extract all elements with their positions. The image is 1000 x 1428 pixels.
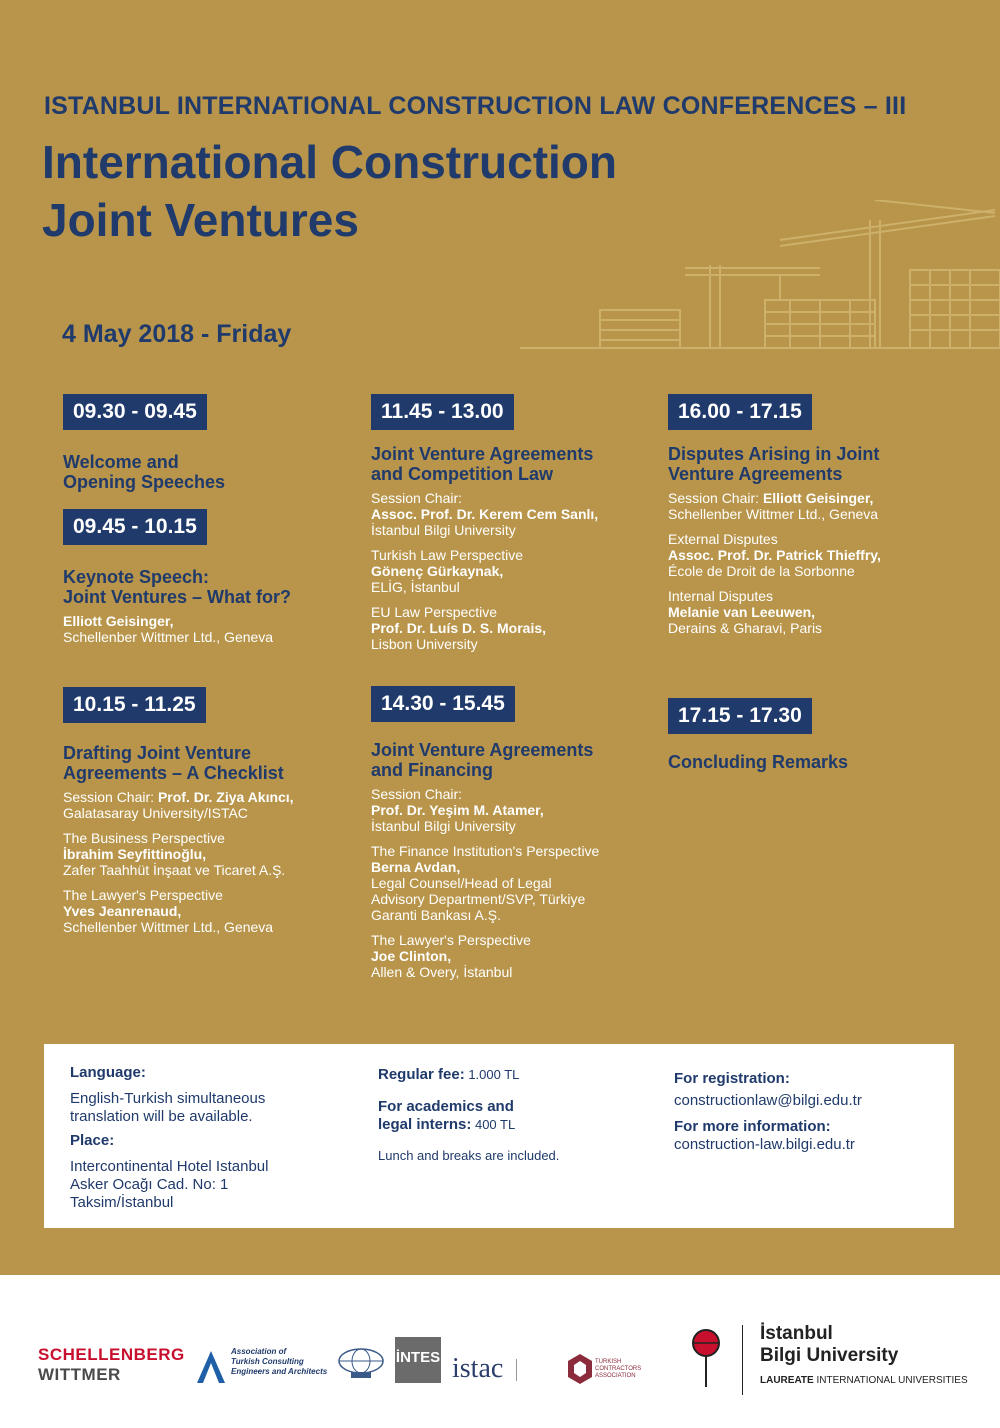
more-info-label: For more information: bbox=[674, 1118, 831, 1135]
session-time: 11.45 - 13.00 bbox=[371, 394, 514, 430]
speaker-affiliation: Lisbon University bbox=[371, 636, 478, 652]
logo-text: INTERNATIONAL UNIVERSITIES bbox=[813, 1375, 968, 1386]
speaker-name: Berna Avdan, bbox=[371, 859, 461, 875]
session-financing bbox=[371, 686, 599, 980]
speaker-affiliation: Zafer Taahhüt İnşaat ve Ticaret A.Ş. bbox=[63, 862, 286, 878]
session-chair bbox=[668, 490, 881, 522]
session-title bbox=[371, 444, 598, 484]
chair-affiliation: İstanbul Bilgi University bbox=[371, 522, 516, 538]
place-text: Taksim/İstanbul bbox=[70, 1194, 174, 1211]
info-contact bbox=[674, 1070, 944, 1154]
sponsor-logos bbox=[0, 1275, 1000, 1428]
logo-text: İNTES bbox=[395, 1349, 441, 1366]
chair-affiliation: Schellenber Wittmer Ltd., Geneva bbox=[668, 506, 879, 522]
perspective-label: EU Law Perspective bbox=[371, 604, 498, 620]
session-title bbox=[371, 740, 599, 780]
session-time: 16.00 - 17.15 bbox=[668, 394, 812, 430]
logo-text: ASSOCIATION bbox=[595, 1373, 636, 1379]
speaker bbox=[63, 613, 291, 645]
session-competition-law bbox=[371, 394, 598, 652]
chair-name: Elliott Geisinger, bbox=[762, 490, 874, 506]
place-label: Place: bbox=[70, 1132, 115, 1149]
logo-text: TURKISH bbox=[595, 1359, 622, 1365]
perspective-label: Turkish Law Perspective bbox=[371, 547, 523, 563]
logo-text: Bilgi University bbox=[760, 1345, 899, 1366]
session-disputes bbox=[668, 394, 881, 636]
session-title bbox=[63, 567, 291, 607]
chair-name: Prof. Dr. Yeşim M. Atamer, bbox=[371, 802, 544, 818]
chair-label: Session Chair: bbox=[63, 789, 158, 805]
speaker bbox=[371, 604, 598, 652]
session-time: 09.45 - 10.15 bbox=[63, 509, 207, 545]
session-time: 14.30 - 15.45 bbox=[371, 686, 515, 722]
speaker bbox=[371, 547, 598, 595]
logo-text: SCHELLENBERG bbox=[38, 1345, 185, 1364]
session-title bbox=[668, 752, 848, 772]
speaker-name: Prof. Dr. Luís D. S. Morais, bbox=[371, 620, 547, 636]
bilgi-university-logo bbox=[688, 1327, 724, 1394]
istac-divider bbox=[516, 1359, 564, 1381]
session-title-line: Joint Venture Agreements bbox=[371, 740, 594, 760]
tca-text bbox=[595, 1359, 641, 1380]
logo-text: Association of bbox=[231, 1347, 287, 1356]
speaker-affiliation: Legal Counsel/Head of Legal bbox=[371, 875, 552, 891]
speaker-name: Assoc. Prof. Dr. Patrick Thieffry, bbox=[668, 547, 881, 563]
tca-emblem-icon bbox=[567, 1353, 593, 1385]
atcea-text bbox=[231, 1347, 327, 1377]
session-title-line: Concluding Remarks bbox=[668, 752, 849, 772]
speaker bbox=[63, 887, 294, 935]
session-title-line: Drafting Joint Venture bbox=[63, 743, 252, 763]
logo-text: Turkish Consulting bbox=[231, 1357, 304, 1366]
session-drafting bbox=[63, 687, 294, 935]
language-text: English-Turkish simultaneous bbox=[70, 1090, 266, 1107]
speaker-affiliation: Schellenber Wittmer Ltd., Geneva bbox=[63, 919, 274, 935]
session-title-line: Joint Ventures – What for? bbox=[63, 587, 292, 607]
speaker-name: İbrahim Seyfittinoğlu, bbox=[63, 846, 207, 862]
perspective-label: The Lawyer's Perspective bbox=[371, 932, 531, 948]
session-title-line: Opening Speeches bbox=[63, 472, 226, 492]
chair-name: Assoc. Prof. Dr. Kerem Cem Sanlı, bbox=[371, 506, 599, 522]
place-text: Asker Ocağı Cad. No: 1 bbox=[70, 1176, 229, 1193]
title-line-1: International Construction bbox=[42, 136, 617, 188]
speaker-name: Yves Jeanrenaud, bbox=[63, 903, 182, 919]
session-title-line: Keynote Speech: bbox=[63, 567, 210, 587]
speaker-name: Joe Clinton, bbox=[371, 948, 452, 964]
event-date: 4 May 2018 - Friday bbox=[62, 320, 292, 348]
session-title bbox=[668, 444, 881, 484]
globe-association-logo bbox=[336, 1345, 386, 1386]
info-fees bbox=[378, 1066, 658, 1163]
session-welcome bbox=[63, 394, 225, 492]
bilgi-divider bbox=[742, 1325, 743, 1395]
speaker-affiliation: Advisory Department/SVP, Türkiye bbox=[371, 891, 586, 907]
session-chair bbox=[371, 786, 599, 834]
perspective-label: The Business Perspective bbox=[63, 830, 225, 846]
title-line-2: Joint Ventures bbox=[42, 194, 359, 246]
more-info-link[interactable]: construction-law.bilgi.edu.tr bbox=[674, 1136, 855, 1153]
speaker bbox=[371, 843, 599, 923]
academic-fee-label: legal interns: bbox=[378, 1116, 472, 1133]
bilgi-emblem-icon bbox=[688, 1327, 724, 1389]
speaker bbox=[668, 588, 881, 636]
perspective-label: Internal Disputes bbox=[668, 588, 774, 604]
session-title-line: Venture Agreements bbox=[668, 464, 843, 484]
chair-label: Session Chair: bbox=[371, 786, 463, 802]
speaker-name: Gönenç Gürkaynak, bbox=[371, 563, 504, 579]
speaker-affiliation: ELİG, İstanbul bbox=[371, 579, 460, 595]
logo-text: istac bbox=[452, 1353, 504, 1384]
session-keynote bbox=[63, 509, 291, 645]
bilgi-university-name bbox=[760, 1323, 968, 1386]
intes-logo bbox=[395, 1337, 441, 1383]
logo-text: İstanbul bbox=[760, 1323, 833, 1344]
session-title-line: Joint Venture Agreements bbox=[371, 444, 594, 464]
language-label: Language: bbox=[70, 1064, 146, 1081]
session-title-line: Disputes Arising in Joint bbox=[668, 444, 880, 464]
logo-text: LAUREATE bbox=[760, 1375, 814, 1386]
atcea-emblem-icon bbox=[195, 1349, 227, 1385]
session-title-line: and Financing bbox=[371, 760, 494, 780]
session-title-line: and Competition Law bbox=[371, 464, 553, 484]
place-text: Intercontinental Hotel Istanbul bbox=[70, 1158, 269, 1175]
logo-text: WITTMER bbox=[38, 1365, 121, 1384]
session-time: 09.30 - 09.45 bbox=[63, 394, 207, 430]
academic-fee-value: 400 TL bbox=[471, 1117, 516, 1132]
conference-series-title: ISTANBUL INTERNATIONAL CONSTRUCTION LAW CONFERENCES – III bbox=[44, 92, 907, 120]
session-title bbox=[63, 452, 225, 492]
istac-logo bbox=[452, 1353, 503, 1385]
session-time: 10.15 - 11.25 bbox=[63, 687, 206, 723]
session-concluding bbox=[668, 698, 848, 772]
academic-fee-label: For academics and bbox=[378, 1098, 514, 1115]
perspective-label: External Disputes bbox=[668, 531, 778, 547]
info-language-place bbox=[70, 1064, 360, 1212]
registration-email-link[interactable]: constructionlaw@bilgi.edu.tr bbox=[674, 1092, 862, 1109]
session-chair bbox=[63, 789, 294, 821]
logo-text: CONTRACTORS bbox=[595, 1366, 642, 1372]
session-title bbox=[63, 743, 294, 783]
schellenberg-wittmer-logo bbox=[38, 1345, 185, 1385]
chair-affiliation: Galatasaray University/ISTAC bbox=[63, 805, 248, 821]
speaker-name: Melanie van Leeuwen, bbox=[668, 604, 816, 620]
regular-fee-label: Regular fee: bbox=[378, 1066, 465, 1083]
session-title-line: Welcome and bbox=[63, 452, 179, 472]
info-box bbox=[44, 1044, 954, 1228]
logo-text: Engineers and Architects bbox=[231, 1367, 328, 1376]
speaker-affiliation: Schellenber Wittmer Ltd., Geneva bbox=[63, 629, 274, 645]
chair-affiliation: İstanbul Bilgi University bbox=[371, 818, 516, 834]
regular-fee-value: 1.000 TL bbox=[464, 1067, 520, 1082]
page-title bbox=[42, 133, 617, 249]
speaker bbox=[668, 531, 881, 579]
session-time: 17.15 - 17.30 bbox=[668, 698, 812, 734]
speaker-affiliation: Derains & Gharavi, Paris bbox=[668, 620, 823, 636]
session-chair bbox=[371, 490, 598, 538]
globe-icon bbox=[336, 1345, 386, 1381]
speaker-name: Elliott Geisinger, bbox=[63, 613, 174, 629]
session-title-line: Agreements – A Checklist bbox=[63, 763, 284, 783]
perspective-label: The Lawyer's Perspective bbox=[63, 887, 223, 903]
speaker-affiliation: École de Droit de la Sorbonne bbox=[668, 563, 855, 579]
language-text: translation will be available. bbox=[70, 1108, 253, 1125]
perspective-label: The Finance Institution's Perspective bbox=[371, 843, 600, 859]
lunch-note: Lunch and breaks are included. bbox=[378, 1148, 560, 1163]
chair-name: Prof. Dr. Ziya Akıncı, bbox=[157, 789, 294, 805]
chair-label: Session Chair: bbox=[668, 490, 763, 506]
chair-label: Session Chair: bbox=[371, 490, 463, 506]
speaker bbox=[63, 830, 294, 878]
registration-label: For registration: bbox=[674, 1070, 790, 1087]
speaker bbox=[371, 932, 599, 980]
speaker-affiliation: Allen & Overy, İstanbul bbox=[371, 964, 513, 980]
speaker-affiliation: Garanti Bankası A.Ş. bbox=[371, 907, 501, 923]
